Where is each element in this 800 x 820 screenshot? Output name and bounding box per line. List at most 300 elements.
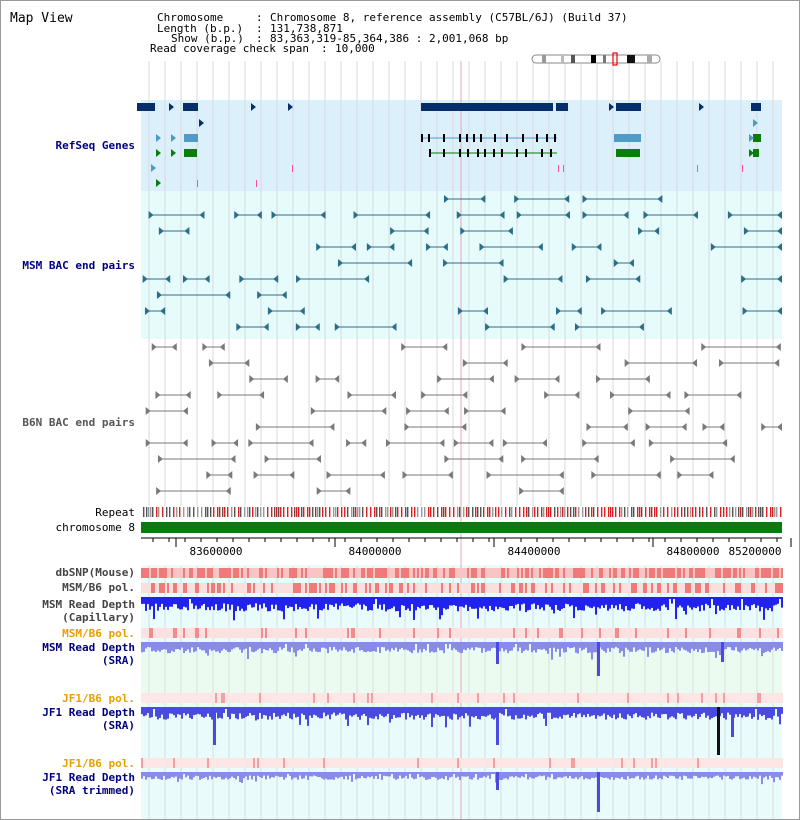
dbsnp-density-cell [239, 568, 241, 578]
repeat-element [612, 507, 613, 517]
jf1-trimmed-depth-bar [697, 772, 699, 778]
jf1-trimmed-depth-bar [703, 772, 705, 777]
jf1-trimmed-depth-bar [355, 772, 357, 779]
jf1-b6-pol-cell [173, 693, 175, 703]
jf1-trimmed-depth-bar [523, 772, 525, 777]
msm-sra-depth-bar [507, 642, 509, 653]
msm-b6-pol-cell [233, 583, 235, 593]
repeat-element [541, 507, 542, 517]
msm-sra-depth-bar [727, 642, 729, 647]
msm-sra-depth-bar [209, 642, 211, 649]
msm-capillary-depth-bar [771, 597, 773, 611]
bac-end-marker [183, 439, 188, 447]
jf1-sra-depth-bar [761, 707, 763, 716]
jf1-sra-depth-bar [433, 707, 435, 718]
jf1-sra-depth-bar [193, 707, 195, 715]
jf1-trimmed-depth-bar [307, 772, 309, 780]
msm-b6-pol-cell [523, 583, 525, 593]
repeat-element [166, 507, 167, 517]
jf1-b6-pol-trimmed-cell [249, 758, 251, 768]
msm-capillary-depth-bar [701, 597, 703, 605]
msm-sra-depth-bar [695, 642, 697, 649]
jf1-b6-pol-trimmed-cell [259, 758, 261, 768]
msm-b6-pol-sra-cell [691, 628, 693, 638]
jf1-b6-pol-cell [709, 693, 711, 703]
msm-b6-pol-sra-cell [359, 628, 361, 638]
jf1-b6-pol-cell [267, 693, 269, 703]
jf1-b6-pol-cell [733, 693, 735, 703]
jf1-b6-pol-trimmed-cell [665, 758, 667, 768]
track-label-msm-bac[interactable]: MSM BAC end pairs [22, 259, 135, 272]
jf1-b6-pol-trimmed-cell [573, 758, 575, 768]
repeat-element [401, 507, 402, 517]
dbsnp-density-cell [309, 568, 311, 578]
msm-b6-pol-cell [331, 583, 333, 593]
gene-block [184, 134, 198, 142]
dbsnp-density-cell [637, 568, 639, 578]
msm-b6-pol-sra-cell [637, 628, 639, 638]
jf1-b6-pol-trimmed-cell [551, 758, 553, 768]
track-label-msm-b6-pol[interactable]: MSM/B6 pol. [62, 581, 135, 594]
msm-capillary-depth-bar [743, 597, 745, 610]
dbsnp-density-cell [661, 568, 663, 578]
jf1-b6-pol-cell [401, 693, 403, 703]
repeat-element [411, 507, 412, 517]
msm-b6-pol-sra-cell [441, 628, 443, 638]
jf1-b6-pol-trimmed-cell [463, 758, 465, 768]
msm-sra-depth-bar [707, 642, 709, 652]
jf1-trimmed-depth-bar [449, 772, 451, 777]
msm-sra-depth-bar [263, 642, 265, 649]
repeat-element [726, 507, 727, 517]
msm-capillary-depth-bar [657, 597, 659, 609]
dbsnp-density-cell [143, 568, 145, 578]
jf1-b6-pol-trimmed-cell [351, 758, 353, 768]
bac-end-marker [334, 375, 339, 383]
jf1-trimmed-depth-bar [723, 772, 725, 776]
msm-b6-pol-sra-cell [297, 628, 299, 638]
jf1-b6-pol-trimmed-cell [489, 758, 491, 768]
msm-b6-pol-sra-cell [701, 628, 703, 638]
jf1-b6-pol-cell [165, 693, 167, 703]
msm-sra-depth-bar [343, 642, 345, 647]
dbsnp-density-cell [703, 568, 705, 578]
jf1-b6-pol-cell [341, 693, 343, 703]
jf1-b6-pol-cell [379, 693, 381, 703]
repeat-element [276, 507, 277, 517]
repeat-element [651, 507, 652, 517]
msm-capillary-depth-bar [375, 597, 377, 599]
msm-capillary-depth-bar [385, 597, 387, 611]
msm-b6-pol-cell [633, 583, 635, 593]
msm-b6-pol-cell [253, 583, 255, 593]
dbsnp-density-cell [151, 568, 153, 578]
dbsnp-density-cell [503, 568, 505, 578]
msm-b6-pol-cell [319, 583, 321, 593]
msm-b6-pol-cell [661, 583, 663, 593]
jf1-b6-pol-cell [477, 693, 479, 703]
bac-end-marker [544, 391, 549, 399]
msm-capillary-depth-bar [193, 597, 195, 609]
bac-end-marker [381, 407, 386, 415]
msm-b6-pol-cell [741, 583, 743, 593]
msm-b6-pol-cell [213, 583, 215, 593]
msm-capillary-depth-bar [621, 597, 623, 609]
jf1-sra-depth-bar [439, 707, 441, 717]
msm-b6-pol-sra-cell [307, 628, 309, 638]
msm-capillary-depth-bar [447, 597, 449, 609]
gene-exon [494, 134, 496, 142]
msm-capillary-depth-bar [331, 597, 333, 605]
repeat-element [366, 507, 367, 517]
jf1-b6-pol-trimmed-cell [367, 758, 369, 768]
jf1-b6-pol-trimmed-cell [523, 758, 525, 768]
jf1-sra-depth-bar [391, 707, 393, 719]
jf1-trimmed-depth-bar [447, 772, 449, 780]
jf1-sra-depth-bar [305, 707, 307, 719]
bac-end-marker [582, 439, 587, 447]
jf1-b6-pol-cell [607, 693, 609, 703]
jf1-b6-pol-cell [667, 693, 669, 703]
jf1-trimmed-depth-bar [527, 772, 529, 780]
jf1-b6-pol-trimmed-cell [225, 758, 227, 768]
msm-b6-pol-cell [691, 583, 693, 593]
msm-b6-pol-cell [681, 583, 683, 593]
repeat-element [489, 507, 490, 517]
msm-b6-pol-sra-cell [207, 628, 209, 638]
repeat-element [274, 507, 275, 517]
msm-capillary-depth-bar [403, 597, 405, 606]
msm-b6-pol-cell [303, 583, 305, 593]
jf1-sra-depth-bar [485, 707, 487, 717]
jf1-b6-pol-cell [579, 693, 581, 703]
msm-capillary-depth-bar [177, 597, 179, 608]
jf1-trimmed-depth-bar [271, 772, 273, 777]
dbsnp-density-cell [451, 568, 453, 578]
jf1-trimmed-depth-bar [637, 772, 639, 776]
msm-capillary-depth-bar [339, 597, 341, 606]
msm-capillary-depth-bar [699, 597, 701, 611]
msm-b6-pol-cell [445, 583, 447, 593]
msm-capillary-depth-bar [195, 597, 197, 606]
dbsnp-density-cell [693, 568, 695, 578]
track-label-msm-b6-pol-sra[interactable]: MSM/B6 pol. [62, 627, 135, 640]
dbsnp-density-cell [199, 568, 201, 578]
jf1-b6-pol-trimmed-cell [195, 758, 197, 768]
dbsnp-density-cell [717, 568, 719, 578]
msm-sra-depth-bar [305, 642, 307, 644]
msm-sra-depth-bar [635, 642, 637, 652]
jf1-b6-pol-cell [609, 693, 611, 703]
jf1-b6-pol-cell [281, 693, 283, 703]
jf1-sra-depth-bar [685, 707, 687, 719]
jf1-sra-depth-bar [745, 707, 747, 717]
jf1-sra-depth-bar [715, 707, 717, 716]
jf1-b6-pol-cell [657, 693, 659, 703]
msm-sra-depth-bar [613, 642, 615, 648]
bac-end-marker [503, 359, 508, 367]
msm-b6-pol-sra-cell [237, 628, 239, 638]
jf1-b6-pol-trimmed-cell [147, 758, 149, 768]
gene-exon [522, 134, 524, 142]
jf1-trimmed-depth-bar [653, 772, 655, 778]
jf1-sra-depth-bar [723, 707, 725, 718]
jf1-sra-depth-bar [243, 707, 245, 718]
msm-capillary-depth-bar [295, 597, 297, 604]
msm-capillary-depth-bar [401, 597, 403, 605]
gene-block [753, 134, 761, 142]
jf1-b6-pol-trimmed-cell [685, 758, 687, 768]
msm-b6-pol-sra-cell [771, 628, 773, 638]
msm-b6-pol-sra-cell [593, 628, 595, 638]
jf1-b6-pol-trimmed-cell [315, 758, 317, 768]
msm-sra-depth-bar [421, 642, 423, 652]
jf1-b6-pol-cell [287, 693, 289, 703]
msm-b6-pol-cell [611, 583, 613, 593]
jf1-b6-pol-trimmed-cell [603, 758, 605, 768]
jf1-b6-pol-trimmed-cell [311, 758, 313, 768]
dbsnp-density-cell [329, 568, 331, 578]
msm-b6-pol-cell [339, 583, 341, 593]
jf1-b6-pol-trimmed-cell [539, 758, 541, 768]
jf1-sra-depth-bar [501, 707, 503, 714]
jf1-b6-pol-trimmed-cell [527, 758, 529, 768]
msm-capillary-depth-bar [211, 597, 213, 606]
msm-sra-depth-bar [725, 642, 727, 649]
jf1-b6-pol-trimmed-cell [429, 758, 431, 768]
msm-capillary-depth-bar [147, 597, 149, 604]
msm-sra-depth-bar [301, 642, 303, 651]
msm-sra-depth-bar [673, 642, 675, 653]
refseq-tick [558, 165, 559, 172]
jf1-sra-depth-bar [147, 707, 149, 713]
msm-b6-pol-cell [603, 583, 605, 593]
jf1-sra-depth-bar [735, 707, 737, 714]
dbsnp-density-cell [251, 568, 253, 578]
jf1-sra-depth-bar [247, 707, 249, 716]
dbsnp-density-cell [639, 568, 641, 578]
msm-sra-depth-bar [303, 642, 305, 649]
msm-b6-pol-sra-cell [273, 628, 275, 638]
jf1-sra-depth-bar [387, 707, 389, 714]
jf1-trimmed-depth-bar [183, 772, 185, 774]
msm-capillary-depth-bar [205, 597, 207, 610]
jf1-b6-pol-trimmed-cell [677, 758, 679, 768]
jf1-trimmed-depth-bar [755, 772, 757, 778]
jf1-trimmed-depth-bar [571, 772, 573, 778]
jf1-sra-depth-bar [223, 707, 225, 713]
jf1-sra-depth-bar [219, 707, 221, 718]
jf1-sra-depth-bar [309, 707, 311, 716]
track-label-msm-depth-capillary[interactable]: MSM Read Depth [42, 598, 135, 611]
jf1-b6-pol-cell [395, 693, 397, 703]
jf1-b6-pol-cell [529, 693, 531, 703]
jf1-b6-pol-trimmed-cell [629, 758, 631, 768]
msm-b6-pol-cell [517, 583, 519, 593]
msm-b6-pol-cell [481, 583, 483, 593]
track-label-dbsnp[interactable]: dbSNP(Mouse) [55, 566, 135, 579]
msm-sra-depth-bar [629, 642, 631, 652]
msm-sra-depth-bar [777, 642, 779, 649]
dbsnp-density-cell [297, 568, 299, 578]
jf1-trimmed-depth-bar [429, 772, 431, 779]
track-label-repeat[interactable]: Repeat [95, 506, 135, 519]
jf1-trimmed-depth-bar [197, 772, 199, 776]
jf1-b6-pol-trimmed-cell [617, 758, 619, 768]
jf1-sra-depth-bar [393, 707, 395, 715]
jf1-b6-pol-trimmed-cell [365, 758, 367, 768]
jf1-trimmed-depth-bar [729, 772, 731, 779]
jf1-trimmed-depth-bar [345, 772, 347, 776]
jf1-b6-pol-cell [559, 693, 561, 703]
jf1-b6-pol-trimmed-cell [623, 758, 625, 768]
track-label-jf1-depth-sra[interactable]: JF1 Read Depth [42, 706, 135, 719]
jf1-trimmed-depth-bar [223, 772, 225, 779]
repeat-element [303, 507, 304, 517]
track-label-chromosome[interactable]: chromosome 8 [55, 521, 135, 534]
msm-b6-pol-cell [191, 583, 193, 593]
msm-b6-pol-sra-cell [381, 628, 383, 638]
msm-b6-pol-cell [737, 583, 739, 593]
track-label-jf1-b6-pol-trimmed[interactable]: JF1/B6 pol. [62, 757, 135, 770]
bac-end-marker [437, 375, 442, 383]
dbsnp-density-cell [771, 568, 773, 578]
msm-b6-pol-sra-cell [433, 628, 435, 638]
jf1-sra-depth-bar [519, 707, 521, 719]
dbsnp-density-cell [581, 568, 583, 578]
bac-end-marker [542, 439, 547, 447]
msm-sra-depth-bar [365, 642, 367, 652]
msm-b6-pol-sra-cell [251, 628, 253, 638]
msm-b6-pol-cell [629, 583, 631, 593]
jf1-trimmed-depth-bar [667, 772, 669, 778]
dbsnp-density-cell [447, 568, 449, 578]
dbsnp-density-cell [525, 568, 527, 578]
jf1-b6-pol-cell [309, 693, 311, 703]
msm-capillary-depth-bar [715, 597, 717, 614]
jf1-trimmed-depth-bar [691, 772, 693, 779]
msm-b6-pol-cell [701, 583, 703, 593]
msm-sra-depth-bar [381, 642, 383, 647]
msm-sra-depth-bar [163, 642, 165, 649]
gene-exon [525, 149, 527, 157]
msm-sra-depth-bar [459, 642, 461, 653]
dbsnp-density-cell [405, 568, 407, 578]
bac-end-marker [156, 487, 161, 495]
jf1-sra-depth-bar [201, 707, 203, 717]
gene-exon [484, 149, 486, 157]
jf1-trimmed-depth-bar [171, 772, 173, 777]
msm-sra-depth-bar [469, 642, 471, 649]
jf1-b6-pol-cell [597, 693, 599, 703]
jf1-trimmed-depth-bar [343, 772, 345, 779]
track-label-jf1-depth-trimmed[interactable]: JF1 Read Depth [42, 771, 135, 784]
msm-b6-pol-cell [585, 583, 587, 593]
msm-b6-pol-cell [583, 583, 585, 593]
jf1-sra-depth-bar [613, 707, 615, 715]
jf1-trimmed-depth-bar [743, 772, 745, 778]
msm-b6-pol-cell [193, 583, 195, 593]
msm-b6-pol-cell [177, 583, 179, 593]
jf1-b6-pol-trimmed-cell [719, 758, 721, 768]
jf1-sra-depth-bar [199, 707, 201, 714]
dbsnp-density-cell [645, 568, 647, 578]
jf1-trimmed-depth-bar [671, 772, 673, 776]
jf1-sra-depth-bar [523, 707, 525, 715]
bac-end-marker [361, 439, 366, 447]
jf1-trimmed-depth-bar [267, 772, 269, 776]
repeat-element [573, 507, 574, 517]
dbsnp-density-cell [247, 568, 249, 578]
msm-sra-depth-bar [615, 642, 617, 647]
jf1-trimmed-depth-bar [529, 772, 531, 777]
jf1-b6-pol-cell [507, 693, 509, 703]
dbsnp-density-cell [357, 568, 359, 578]
msm-b6-pol-sra-cell [657, 628, 659, 638]
dbsnp-density-cell [763, 568, 765, 578]
jf1-b6-pol-cell [163, 693, 165, 703]
msm-b6-pol-sra-cell [247, 628, 249, 638]
jf1-b6-pol-trimmed-cell [741, 758, 743, 768]
track-label-jf1-b6-pol[interactable]: JF1/B6 pol. [62, 692, 135, 705]
dbsnp-density-cell [557, 568, 559, 578]
jf1-trimmed-depth-bar [263, 772, 265, 776]
msm-b6-pol-sra-cell [463, 628, 465, 638]
position-axis [141, 538, 791, 558]
chromosome-ideogram[interactable] [532, 53, 660, 65]
msm-sra-depth-bar [579, 642, 581, 648]
msm-sra-depth-bar [227, 642, 229, 652]
track-label-msm-depth-sra[interactable]: MSM Read Depth [42, 641, 135, 654]
jf1-trimmed-depth-bar [781, 772, 783, 776]
msm-b6-pol-cell [565, 583, 567, 593]
track-label-refseq[interactable]: RefSeq Genes [55, 139, 135, 152]
jf1-trimmed-depth-bar [639, 772, 641, 779]
msm-capillary-depth-bar [155, 597, 157, 604]
repeat-element [593, 507, 594, 517]
jf1-sra-depth-bar [675, 707, 677, 719]
gene-block [616, 149, 640, 157]
track-label-b6n-bac[interactable]: B6N BAC end pairs [22, 416, 135, 429]
dbsnp-density-cell [617, 568, 619, 578]
msm-b6-pol-sra-cell [267, 628, 269, 638]
dbsnp-density-cell [319, 568, 321, 578]
jf1-trimmed-depth-bar [365, 772, 367, 778]
msm-b6-pol-sra-cell [141, 628, 143, 638]
msm-capillary-depth-bar [235, 597, 237, 611]
repeat-element [267, 507, 268, 517]
jf1-b6-pol-cell [449, 693, 451, 703]
msm-b6-pol-cell [155, 583, 157, 593]
jf1-b6-pol-cell [461, 693, 463, 703]
msm-capillary-depth-bar [507, 597, 509, 611]
msm-b6-pol-sra-cell [681, 628, 683, 638]
jf1-sra-depth-bar [475, 707, 477, 716]
msm-sra-depth-bar [437, 642, 439, 648]
repeat-element [193, 507, 194, 517]
msm-capillary-depth-bar [221, 597, 223, 609]
msm-b6-pol-sra-cell [509, 628, 511, 638]
repeat-element [641, 507, 642, 517]
jf1-b6-pol-cell [343, 693, 345, 703]
msm-capillary-depth-bar [287, 597, 289, 608]
jf1-b6-pol-cell [651, 693, 653, 703]
dbsnp-density-cell [157, 568, 159, 578]
repeat-element [492, 507, 493, 517]
jf1-b6-pol-cell [481, 693, 483, 703]
jf1-b6-pol-trimmed-cell [531, 758, 533, 768]
repeat-element [627, 507, 628, 517]
